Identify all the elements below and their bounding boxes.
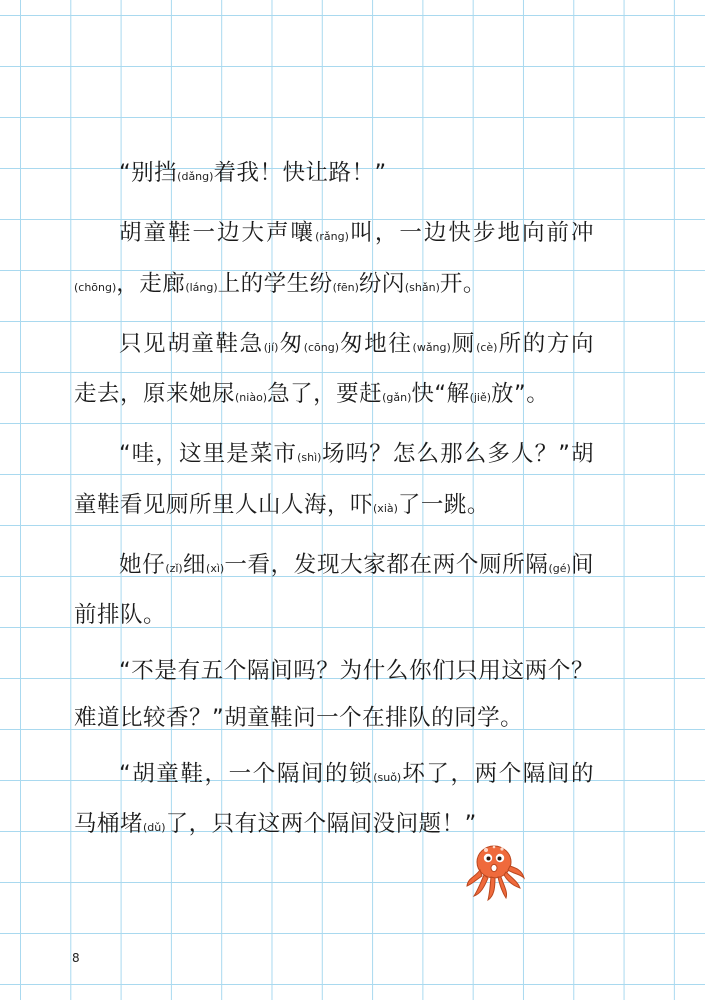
text-segment: 纷闪 — [358, 270, 405, 297]
octopus-icon — [464, 840, 526, 902]
pinyin-annotation: (xì) — [206, 561, 225, 575]
paragraph — [74, 321, 594, 422]
text-segment: 只见胡童鞋急 — [119, 330, 264, 357]
text-segment: 所的方向走去，原来她尿 — [74, 330, 594, 407]
text-segment: 一看，发现大家都在两个厕所隔 — [224, 551, 549, 578]
paragraph — [74, 542, 594, 639]
pinyin-annotation: (zǐ) — [165, 561, 183, 575]
text-segment: 开。 — [439, 270, 486, 297]
text-segment: “哇，这里是菜市 — [119, 441, 298, 467]
pinyin-annotation: (niào) — [235, 391, 268, 404]
pinyin-annotation: (chōng) — [74, 280, 117, 294]
text-segment: “不是有五个隔间吗？为什么你们只用这两个？难道比较香？”胡童鞋问一个在排队的同学。 — [74, 658, 594, 731]
text-segment: 了，只有这两个隔间没问题！” — [165, 811, 477, 837]
pinyin-annotation: (jiě) — [469, 391, 492, 404]
text-segment: 上的学生纷 — [217, 270, 333, 297]
text-segment: 放”。 — [491, 381, 550, 407]
pinyin-annotation: (jí) — [263, 340, 279, 354]
paragraph — [74, 648, 594, 741]
text-segment: 急了，要赶 — [267, 381, 383, 407]
pinyin-annotation: (xià) — [373, 501, 398, 515]
paragraph — [74, 431, 594, 532]
text-segment: 快“解 — [411, 381, 470, 407]
paragraph — [74, 150, 594, 201]
pinyin-annotation: (shǎn) — [404, 280, 440, 294]
text-segment: 叫，一边快步地向前冲 — [348, 220, 594, 246]
text-segment: 厕 — [450, 330, 477, 357]
pinyin-annotation: (shì) — [297, 451, 322, 464]
text-segment: 场吗？怎么那么多人？”胡童鞋看见厕所里人山人海，吓 — [74, 441, 594, 518]
pinyin-annotation: (suǒ) — [373, 770, 402, 784]
text-segment: “别挡 — [119, 160, 178, 186]
text-segment: 她仔 — [119, 551, 166, 578]
story-text — [74, 150, 594, 861]
pinyin-annotation: (cè) — [476, 340, 498, 354]
pinyin-annotation: (dǎng) — [177, 170, 214, 183]
pinyin-annotation: (láng) — [185, 280, 218, 294]
paragraph — [74, 751, 594, 852]
text-segment: 细 — [182, 551, 207, 578]
pinyin-annotation: (fēn) — [332, 280, 359, 294]
text-segment: 了一跳。 — [397, 491, 490, 518]
text-segment: ，走廊 — [116, 270, 186, 297]
page-number: 8 — [72, 951, 80, 965]
text-segment: 匆 — [278, 330, 304, 357]
pinyin-annotation: (wǎng) — [412, 340, 451, 354]
text-segment: “胡童鞋，一个隔间的锁 — [119, 760, 374, 787]
paragraph — [74, 210, 594, 311]
text-segment: 匆地往 — [339, 330, 413, 357]
text-segment: 坏了，两个隔间的马桶堵 — [74, 760, 594, 837]
pinyin-annotation: (gǎn) — [382, 391, 412, 404]
pinyin-annotation: (rǎng) — [315, 230, 349, 243]
text-segment: 胡童鞋一边大声嚷 — [119, 220, 316, 246]
pinyin-annotation: (gé) — [548, 561, 571, 575]
pinyin-annotation: (dǔ) — [143, 821, 166, 834]
text-segment: 着我！快让路！” — [213, 160, 387, 186]
text-segment: 间前排队。 — [74, 551, 594, 628]
pinyin-annotation: (cōng) — [303, 340, 340, 354]
